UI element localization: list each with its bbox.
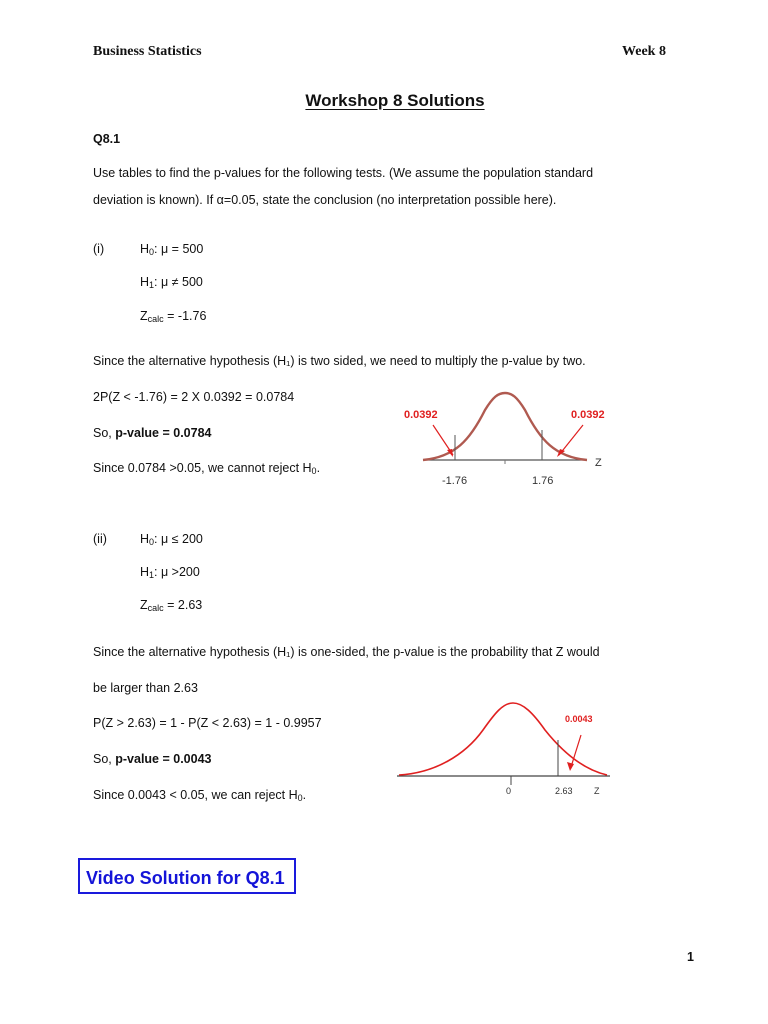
part-ii-explanation-line1: Since the alternative hypothesis (H₁) is one-sided, the p-value is the probability that Z would <box>93 645 600 659</box>
question-label: Q8.1 <box>93 132 121 146</box>
part-i-conclusion: Since 0.0784 >0.05, we cannot reject $H_0$. <box>93 461 321 476</box>
part-ii-calculation: P(Z > 2.63) = 1 - P(Z < 2.63) = 1 - 0.9957 <box>93 716 322 730</box>
part-i-explanation: Since the alternative hypothesis (H₁) is two sided, we need to multiply the p-value by two. <box>93 354 586 368</box>
part-ii-label: (ii) <box>93 532 107 546</box>
video-solution-link[interactable] <box>78 858 296 894</box>
axis-label-z: Z <box>595 457 602 469</box>
two-tailed-normal-figure <box>395 385 635 495</box>
tail-arrowhead <box>567 762 574 771</box>
part-i-h0: $H_0$: μ = 500 <box>140 242 204 257</box>
page-number: 1 <box>687 950 694 964</box>
part-ii-conclusion: Since 0.0043 < 0.05, we can reject $H_0$. <box>93 788 307 803</box>
part-i-h1: $H_1$: μ ≠ 500 <box>140 275 203 290</box>
tail-label: 0.0043 <box>565 714 593 724</box>
video-solution-label: Video Solution for Q8.1 <box>86 868 285 888</box>
right-tail-label: 0.0392 <box>571 409 605 421</box>
tick-label-right: 1.76 <box>532 475 554 487</box>
question-intro-line1: Use tables to find the p-values for the following tests. (We assume the population standard <box>93 166 594 180</box>
left-tail-label: 0.0392 <box>404 409 438 421</box>
week-label: Week 8 <box>622 44 666 59</box>
part-ii-h1: $H_1$: μ >200 <box>140 565 200 580</box>
tick-label-left: -1.76 <box>442 475 468 487</box>
course-name: Business Statistics <box>93 44 202 59</box>
question-intro-line2: deviation is known). If α=0.05, state the conclusion (no interpretation possible here). <box>93 193 557 207</box>
one-tailed-normal-figure <box>395 695 615 803</box>
part-i-label: (i) <box>93 242 105 256</box>
part-ii-h0: $H_0$: μ ≤ 200 <box>140 532 203 547</box>
tick-label-value: 2.63 <box>555 786 573 796</box>
part-ii-zcalc: $Z_{calc} = 2.63$ <box>140 598 203 613</box>
page-title: Workshop 8 Solutions <box>305 91 485 110</box>
part-ii-pvalue: So, p-value = 0.0043 <box>93 752 212 766</box>
part-i-pvalue: So, p-value = 0.0784 <box>93 426 212 440</box>
part-ii-explanation-line2: be larger than 2.63 <box>93 681 198 695</box>
part-i-calculation: 2P(Z < -1.76) = 2 X 0.0392 = 0.0784 <box>93 390 295 404</box>
axis-label-z: Z <box>594 786 600 796</box>
tick-label-zero: 0 <box>506 786 512 796</box>
part-i-zcalc: $Z_{calc} = -1.76$ <box>140 309 207 324</box>
